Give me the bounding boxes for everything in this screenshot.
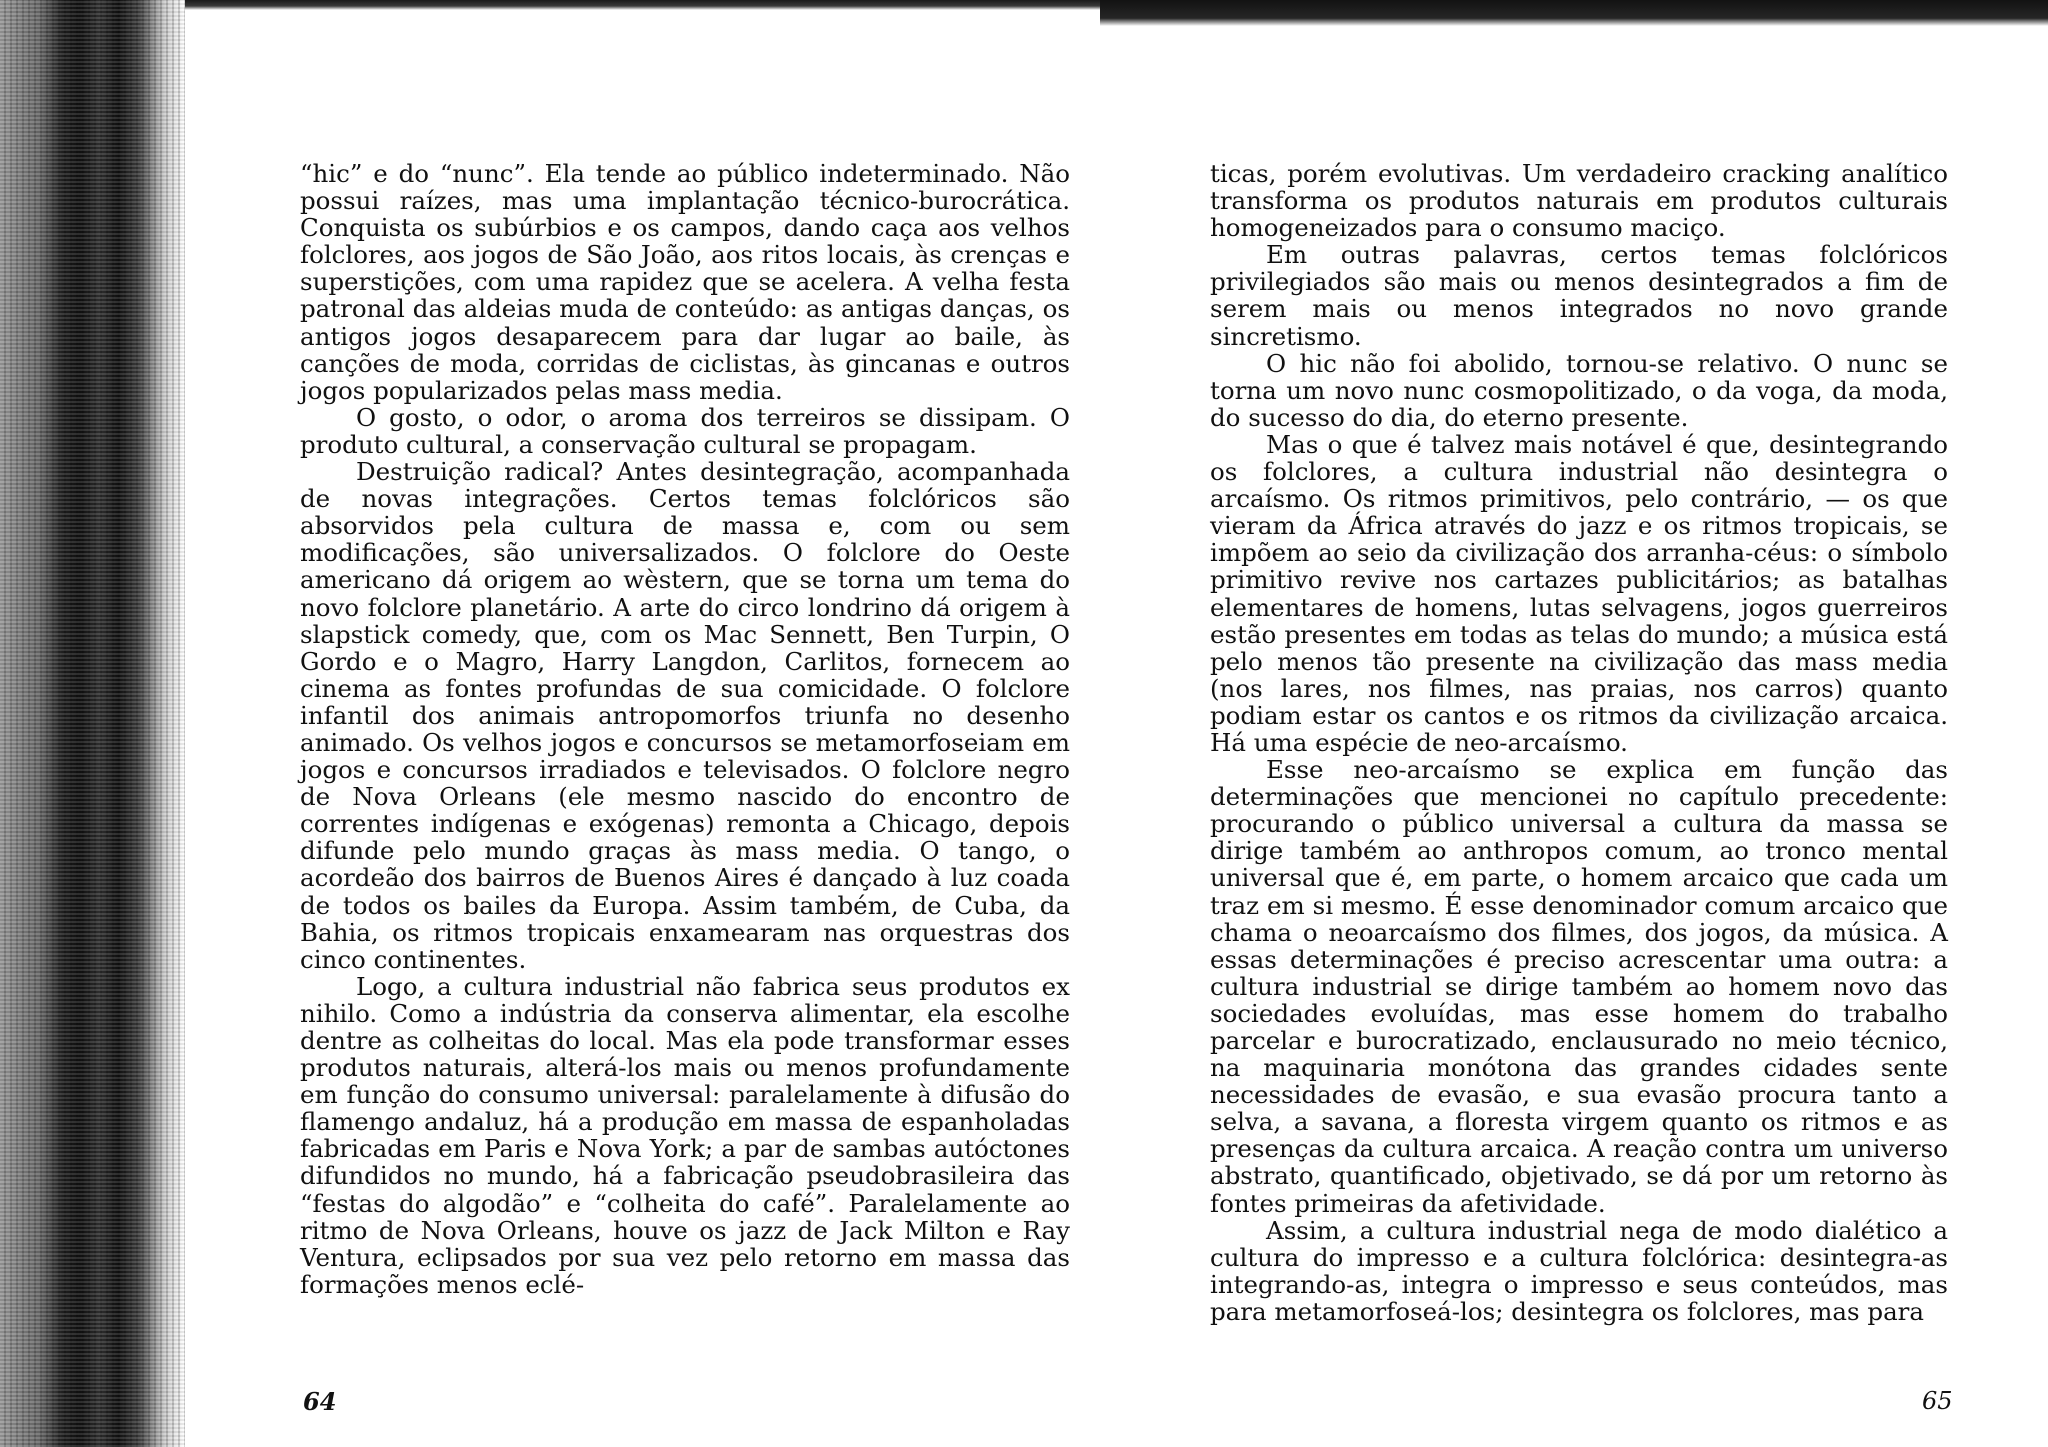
paragraph: ticas, porém evolutivas. Um verdadeiro cracking analítico transforma os produtos naturais em produtos culturais homogeneizados para o consumo maciço. xyxy=(1210,159,1948,243)
paragraph: Assim, a cultura industrial nega de modo dialético a cultura do impresso e a cultura folclórica: desintegra-as integrando-as, integra o impresso e seus conteúdos, mas para metamorfoseá-los; desintegra os folclores, mas para xyxy=(1210,1215,1948,1326)
paragraph: Logo, a cultura industrial não fabrica seus produtos ex nihilo. Como a indústria da conserva alimentar, ela escolhe dentre as colheitas do local. Mas ela pode transformar esses produtos naturais, alterá-los mais ou menos profundamente em função do consumo universal: paralelamente à difusão do flamengo andaluz, há a produção em massa de espanholadas fabricadas em Paris e Nova York; a par de sambas autóctones difundidos no mundo, há a fabricação pseudobrasileira das “festas do algodão” e “colheita do café”. Paralelamente ao ritmo de Nova Orleans, houve os jazz de Jack Milton e Ray Ventura, eclipsados por sua vez pelo retorno em massa das formações menos eclé- xyxy=(300,971,1070,1299)
book-spine-edge xyxy=(0,0,185,1447)
paragraph: Destruição radical? Antes desintegração, acompanhada de novas integrações. Certos temas folclóricos são absorvidos pela cultura de massa e, com ou sem modificações, são universalizados. O folclore do Oeste americano dá origem ao wèstern, que se torna um tema do novo folclore planetário. A arte do circo londrino dá origem à slapstick comedy, que, com os Mac Sennett, Ben Turpin, O Gordo e o Magro, Harry Langdon, Carlitos, fornecem ao cinema as fontes profundas de sua comicidade. O folclore infantil dos animais antropomorfos triunfa no desenho animado. Os velhos jogos e concursos se metamorfoseiam em jogos e concursos irradiados e televisados. O folclore negro de Nova Orleans (ele mesmo nascido do encontro de correntes indígenas e exógenas) remonta a Chicago, depois difunde pelo mundo graças às mass media. O tango, o acordeão dos bairros de Buenos Aires é dançado à luz coada de todos os bailes da Europa. Assim também, de Cuba, da Bahia, os ritmos tropicais enxamearam nas orquestras dos cinco continentes. xyxy=(300,457,1070,974)
page-number-left: 64 xyxy=(303,1387,337,1416)
paragraph: Em outras palavras, certos temas folclóricos privilegiados são mais ou menos desintegrados a fim de serem mais ou menos integrados no novo grande sincretismo. xyxy=(1210,240,1948,351)
paragraph: O gosto, o odor, o aroma dos terreiros se dissipam. O produto cultural, a conservação cultural se propagam. xyxy=(300,402,1070,459)
page-top-edge-shadow xyxy=(1100,0,2048,26)
paragraph: O hic não foi abolido, tornou-se relativo. O nunc se torna um novo nunc cosmopolitizado, o da voga, da moda, do sucesso do dia, do eterno presente. xyxy=(1210,348,1948,432)
paragraph: Esse neo-arcaísmo se explica em função das determinações que mencionei no capítulo precedente: procurando o público universal a cultura da massa se dirige também ao anthropos comum, ao tronco mental universal que é, em parte, o homem arcaico que cada um traz em si mesmo. É esse denominador comum arcaico que chama o neoarcaísmo dos filmes, dos jogos, da música. A essas determinações é preciso acrescentar uma outra: a cultura industrial se dirige também ao homem novo das sociedades evoluídas, mas esse homem do trabalho parcelar e burocratizado, enclausurado no meio técnico, na maquinaria monótona das grandes cidades sente necessidades de evasão, e sua evasão procura tanto a selva, a savana, a floresta virgem quanto os ritmos e as presenças da cultura arcaica. A reação contra um universo abstrato, quantificado, objetivado, se dá por um retorno às fontes primeiras da afetividade. xyxy=(1210,755,1948,1218)
paragraph: “hic” e do “nunc”. Ela tende ao público indeterminado. Não possui raízes, mas uma implantação técnico-burocrática. Conquista os subúrbios e os campos, dando caça aos velhos folclores, aos jogos de São João, aos ritos locais, às crenças e superstições, com uma rapidez que se acelera. A velha festa patronal das aldeias muda de conteúdo: as antigas danças, os antigos jogos desaparecem para dar lugar ao baile, às canções de moda, corridas de ciclistas, às gincanas e outros jogos popularizados pelas mass media. xyxy=(300,159,1070,405)
paragraph: Mas o que é talvez mais notável é que, desintegrando os folclores, a cultura industrial não desintegra o arcaísmo. Os ritmos primitivos, pelo contrário, — os que vieram da África através do jazz e os ritmos tropicais, se impõem ao seio da civilização dos arranha-céus: o símbolo primitivo revive nos cartazes publicitários; as batalhas elementares de homens, lutas selvagens, jogos guerreiros estão presentes em todas as telas do mundo; a música está pelo menos tão presente na civilização das mass media (nos lares, nos filmes, nas praias, nos carros) quanto podiam estar os cantos e os ritmos da civilização arcaica. Há uma espécie de neo-arcaísmo. xyxy=(1210,429,1948,757)
right-page-text xyxy=(1210,160,1948,1325)
page-number-right: 65 xyxy=(1922,1387,1953,1415)
left-page-text xyxy=(300,160,1070,1298)
